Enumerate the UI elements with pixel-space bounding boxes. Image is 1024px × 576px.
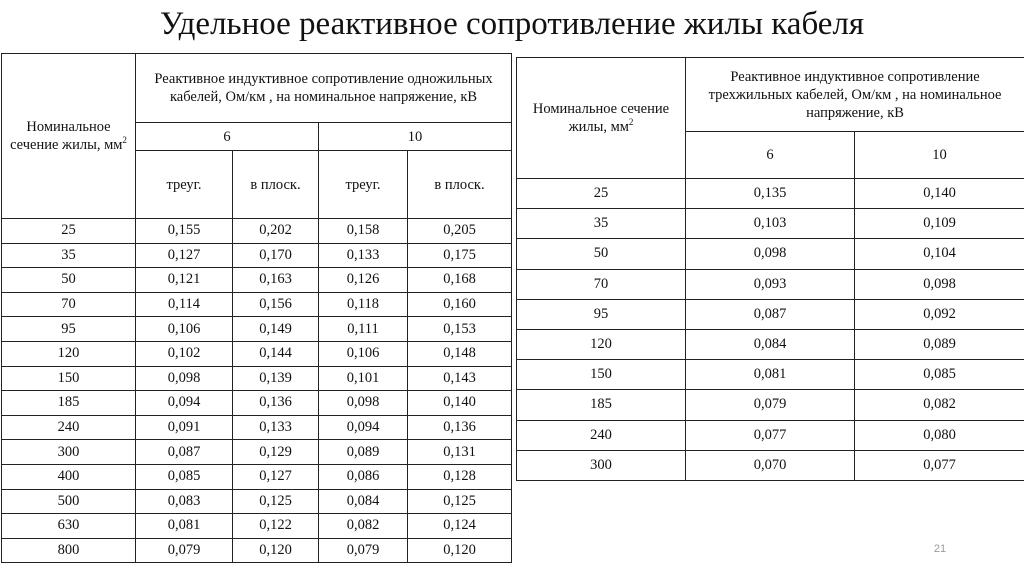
section-cell: 500 xyxy=(2,489,136,514)
value-cell: 0,082 xyxy=(319,514,408,539)
table-row xyxy=(2,317,512,342)
table-row xyxy=(2,243,512,268)
value-cell: 0,084 xyxy=(319,489,408,514)
value-cell: 0,087 xyxy=(686,299,855,329)
table-row xyxy=(2,219,512,244)
voltage-6-header: 6 xyxy=(136,123,319,151)
table-row xyxy=(517,390,1024,420)
value-cell: 0,111 xyxy=(319,317,408,342)
section-cell: 35 xyxy=(2,243,136,268)
table-row xyxy=(517,269,1024,299)
sub-header-triangle-6: треуг. xyxy=(136,151,233,219)
value-cell: 0,125 xyxy=(408,489,512,514)
value-cell: 0,153 xyxy=(408,317,512,342)
value-cell: 0,098 xyxy=(319,391,408,416)
group-header: Реактивное индуктивное сопротивление трехжильных кабелей, Ом/км , на номинальное напряжение, кВ xyxy=(686,58,1024,132)
value-cell: 0,077 xyxy=(855,450,1024,480)
value-cell: 0,080 xyxy=(855,420,1024,450)
table-row xyxy=(2,464,512,489)
value-cell: 0,158 xyxy=(319,219,408,244)
value-cell: 0,163 xyxy=(233,268,319,293)
table-row xyxy=(517,329,1024,359)
value-cell: 0,135 xyxy=(686,179,855,209)
value-cell: 0,133 xyxy=(233,415,319,440)
value-cell: 0,104 xyxy=(855,239,1024,269)
section-header xyxy=(517,58,686,179)
value-cell: 0,098 xyxy=(686,239,855,269)
value-cell: 0,148 xyxy=(408,341,512,366)
section-cell: 185 xyxy=(517,390,686,420)
section-cell: 400 xyxy=(2,464,136,489)
section-cell: 120 xyxy=(2,341,136,366)
value-cell: 0,118 xyxy=(319,292,408,317)
section-cell: 50 xyxy=(2,268,136,293)
value-cell: 0,114 xyxy=(136,292,233,317)
three-core-table xyxy=(516,57,1024,481)
value-cell: 0,131 xyxy=(408,440,512,465)
value-cell: 0,094 xyxy=(319,415,408,440)
sub-header-flat-6: в плоск. xyxy=(233,151,319,219)
table-row xyxy=(517,239,1024,269)
table-row xyxy=(2,538,512,563)
table-row xyxy=(517,299,1024,329)
value-cell: 0,098 xyxy=(855,269,1024,299)
section-cell: 300 xyxy=(517,450,686,480)
table-row xyxy=(517,360,1024,390)
value-cell: 0,140 xyxy=(408,391,512,416)
value-cell: 0,089 xyxy=(319,440,408,465)
value-cell: 0,079 xyxy=(319,538,408,563)
value-cell: 0,083 xyxy=(136,489,233,514)
value-cell: 0,144 xyxy=(233,341,319,366)
section-header-text: Номинальное сечение жилы, мм xyxy=(532,101,670,135)
value-cell: 0,079 xyxy=(686,390,855,420)
value-cell: 0,085 xyxy=(855,360,1024,390)
section-cell: 70 xyxy=(2,292,136,317)
value-cell: 0,121 xyxy=(136,268,233,293)
value-cell: 0,093 xyxy=(686,269,855,299)
table-row xyxy=(517,209,1024,239)
value-cell: 0,089 xyxy=(855,329,1024,359)
value-cell: 0,103 xyxy=(686,209,855,239)
section-header-sup: 2 xyxy=(628,117,634,128)
value-cell: 0,160 xyxy=(408,292,512,317)
table-row xyxy=(2,341,512,366)
value-cell: 0,087 xyxy=(136,440,233,465)
value-cell: 0,133 xyxy=(319,243,408,268)
page-title: Удельное реактивное сопротивление жилы кабеля xyxy=(159,6,865,42)
value-cell: 0,124 xyxy=(408,514,512,539)
section-cell: 35 xyxy=(517,209,686,239)
section-header xyxy=(2,54,136,219)
value-cell: 0,128 xyxy=(408,464,512,489)
section-cell: 25 xyxy=(2,219,136,244)
value-cell: 0,106 xyxy=(136,317,233,342)
slide-number: 21 xyxy=(933,543,947,555)
value-cell: 0,202 xyxy=(233,219,319,244)
table-row xyxy=(2,292,512,317)
value-cell: 0,085 xyxy=(136,464,233,489)
value-cell: 0,120 xyxy=(408,538,512,563)
group-header: Реактивное индуктивное сопротивление одножильных кабелей, Ом/км , на номинальное напряжение, кВ xyxy=(136,54,512,123)
value-cell: 0,126 xyxy=(319,268,408,293)
section-cell: 95 xyxy=(517,299,686,329)
section-cell: 240 xyxy=(2,415,136,440)
value-cell: 0,102 xyxy=(136,341,233,366)
single-core-table-body xyxy=(2,219,512,563)
value-cell: 0,127 xyxy=(233,464,319,489)
value-cell: 0,120 xyxy=(233,538,319,563)
section-cell: 25 xyxy=(517,179,686,209)
value-cell: 0,098 xyxy=(136,366,233,391)
value-cell: 0,079 xyxy=(136,538,233,563)
three-core-table-body xyxy=(517,179,1024,481)
value-cell: 0,081 xyxy=(136,514,233,539)
section-cell: 70 xyxy=(517,269,686,299)
value-cell: 0,175 xyxy=(408,243,512,268)
sub-header-triangle-10: треуг. xyxy=(319,151,408,219)
section-cell: 50 xyxy=(517,239,686,269)
table-row xyxy=(517,420,1024,450)
section-cell: 150 xyxy=(2,366,136,391)
value-cell: 0,094 xyxy=(136,391,233,416)
value-cell: 0,156 xyxy=(233,292,319,317)
value-cell: 0,136 xyxy=(408,415,512,440)
value-cell: 0,205 xyxy=(408,219,512,244)
table-row xyxy=(517,179,1024,209)
value-cell: 0,139 xyxy=(233,366,319,391)
section-header-text: Номинальное сечение жилы, мм xyxy=(10,119,123,153)
section-cell: 185 xyxy=(2,391,136,416)
value-cell: 0,149 xyxy=(233,317,319,342)
table-row xyxy=(517,450,1024,480)
value-cell: 0,084 xyxy=(686,329,855,359)
value-cell: 0,168 xyxy=(408,268,512,293)
value-cell: 0,136 xyxy=(233,391,319,416)
table-row xyxy=(2,514,512,539)
value-cell: 0,122 xyxy=(233,514,319,539)
section-cell: 300 xyxy=(2,440,136,465)
section-cell: 630 xyxy=(2,514,136,539)
value-cell: 0,101 xyxy=(319,366,408,391)
section-header-sup: 2 xyxy=(122,135,127,146)
value-cell: 0,155 xyxy=(136,219,233,244)
sub-header-flat-10: в плоск. xyxy=(408,151,512,219)
voltage-6-header: 6 xyxy=(686,132,855,179)
value-cell: 0,127 xyxy=(136,243,233,268)
section-cell: 95 xyxy=(2,317,136,342)
value-cell: 0,086 xyxy=(319,464,408,489)
section-cell: 120 xyxy=(517,329,686,359)
value-cell: 0,170 xyxy=(233,243,319,268)
value-cell: 0,082 xyxy=(855,390,1024,420)
value-cell: 0,129 xyxy=(233,440,319,465)
value-cell: 0,091 xyxy=(136,415,233,440)
table-row xyxy=(2,268,512,293)
table-row xyxy=(2,366,512,391)
value-cell: 0,143 xyxy=(408,366,512,391)
table-row xyxy=(2,415,512,440)
single-core-table xyxy=(1,53,512,563)
value-cell: 0,092 xyxy=(855,299,1024,329)
value-cell: 0,140 xyxy=(855,179,1024,209)
section-cell: 800 xyxy=(2,538,136,563)
value-cell: 0,070 xyxy=(686,450,855,480)
value-cell: 0,125 xyxy=(233,489,319,514)
value-cell: 0,077 xyxy=(686,420,855,450)
voltage-10-header: 10 xyxy=(319,123,512,151)
table-row xyxy=(2,391,512,416)
value-cell: 0,109 xyxy=(855,209,1024,239)
value-cell: 0,081 xyxy=(686,360,855,390)
section-cell: 240 xyxy=(517,420,686,450)
section-cell: 150 xyxy=(517,360,686,390)
table-row xyxy=(2,440,512,465)
voltage-10-header: 10 xyxy=(855,132,1024,179)
value-cell: 0,106 xyxy=(319,341,408,366)
table-row xyxy=(2,489,512,514)
